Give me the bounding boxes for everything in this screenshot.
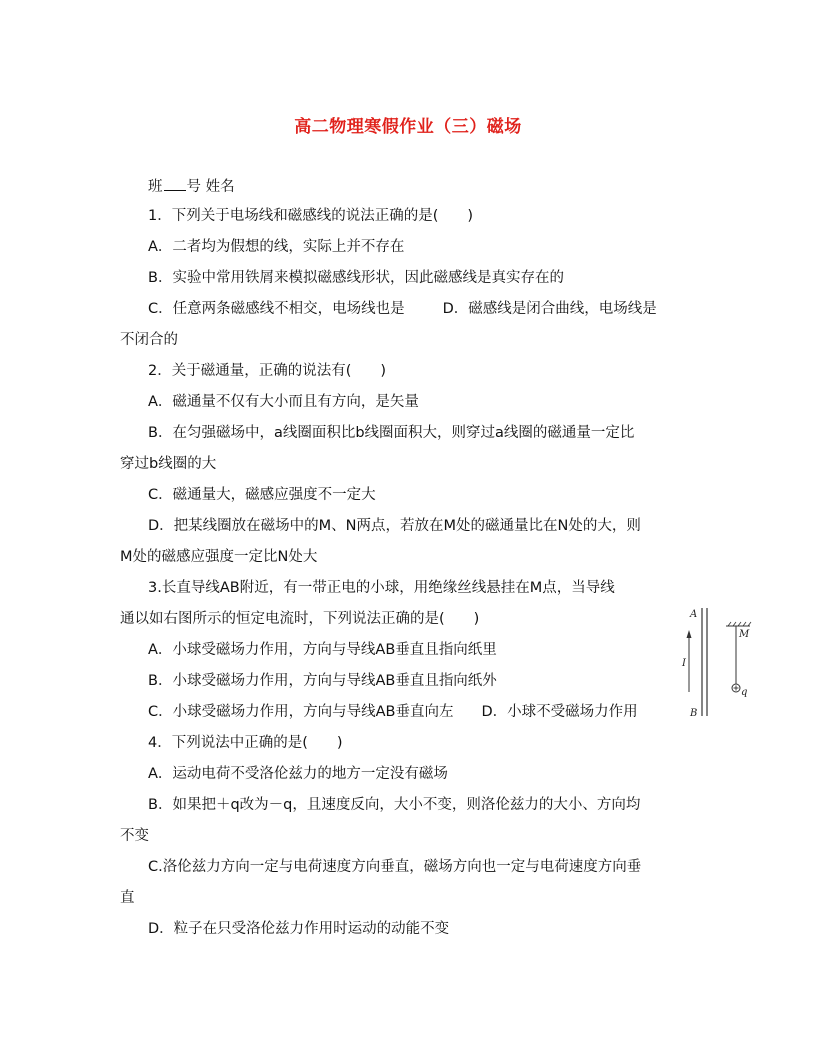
q4-option-c-continued: 直 xyxy=(120,890,135,906)
q2-option-d: D．把某线圈放在磁场中的M、N两点，若放在M处的磁通量比在N处的大，则 xyxy=(148,518,641,534)
q2-option-c: C．磁通量大，磁感应强度不一定大 xyxy=(148,487,376,503)
q1-option-d-continued: 不闭合的 xyxy=(120,332,178,348)
student-info-line xyxy=(148,175,235,197)
q3-stem-continued: 通以如右图所示的恒定电流时，下列说法正确的是( ) xyxy=(120,611,480,627)
q3-option-c: C．小球受磁场力作用，方向与导线AB垂直向左 xyxy=(148,704,454,720)
label-q: q xyxy=(741,687,748,698)
q3-option-a: A．小球受磁场力作用，方向与导线AB垂直且指向纸里 xyxy=(148,642,497,658)
q1-option-b: B．实验中常用铁屑来模拟磁感线形状，因此磁感线是真实存在的 xyxy=(148,270,564,286)
q1-option-a: A．二者均为假想的线，实际上并不存在 xyxy=(148,239,405,255)
q4-option-c: C.洛伦兹力方向一定与电荷速度方向垂直，磁场方向也一定与电荷速度方向垂 xyxy=(148,859,642,875)
q4-stem: 4．下列说法中正确的是( ) xyxy=(148,735,343,751)
q1-option-c: C．任意两条磁感线不相交，电场线也是 xyxy=(148,301,405,317)
q4-option-d: D．粒子在只受洛伦兹力作用时运动的动能不变 xyxy=(148,921,450,937)
q1-option-d: D．磁感线是闭合曲线，电场线是 xyxy=(442,301,657,317)
q2-option-a: A．磁通量不仅有大小而且有方向，是矢量 xyxy=(148,394,419,410)
q3-option-d: D．小球不受磁场力作用 xyxy=(481,704,638,720)
q2-stem: 2．关于磁通量，正确的说法有( ) xyxy=(148,363,387,379)
q4-option-b: B．如果把＋q改为－q，且速度反向，大小不变，则洛伦兹力的大小、方向均 xyxy=(148,797,641,813)
q3-stem: 3.长直导线AB附近，有一带正电的小球，用绝缘丝线悬挂在M点，当导线 xyxy=(148,580,615,596)
q4-option-a: A．运动电荷不受洛伦兹力的地方一定没有磁场 xyxy=(148,766,448,782)
label-a: A xyxy=(690,609,698,620)
q2-option-b: B．在匀强磁场中，a线圈面积比b线圈面积大，则穿过a线圈的磁通量一定比 xyxy=(148,425,635,441)
name-label: 姓名 xyxy=(205,179,235,195)
q4-option-b-continued: 不变 xyxy=(120,828,149,844)
q3-option-b: B．小球受磁场力作用，方向与导线AB垂直且指向纸外 xyxy=(148,673,497,689)
q3-option-c-d-line xyxy=(148,702,638,722)
class-label: 班 xyxy=(148,179,163,195)
page-title: 高二物理寒假作业（三）磁场 xyxy=(294,117,522,137)
number-blank xyxy=(164,175,186,191)
label-b: B xyxy=(690,708,698,719)
label-m: M xyxy=(739,629,750,640)
label-current: I xyxy=(682,658,686,669)
q1-option-c-d-line xyxy=(148,299,657,319)
wire-and-ball-figure xyxy=(684,604,756,722)
q2-option-b-continued: 穿过b线圈的大 xyxy=(120,456,217,472)
number-label: 号 xyxy=(186,179,201,195)
q1-stem: 1．下列关于电场线和磁感线的说法正确的是( ) xyxy=(148,208,474,224)
current-arrow-head xyxy=(687,630,692,638)
q2-option-d-continued: M处的磁感应强度一定比N处大 xyxy=(120,549,318,565)
